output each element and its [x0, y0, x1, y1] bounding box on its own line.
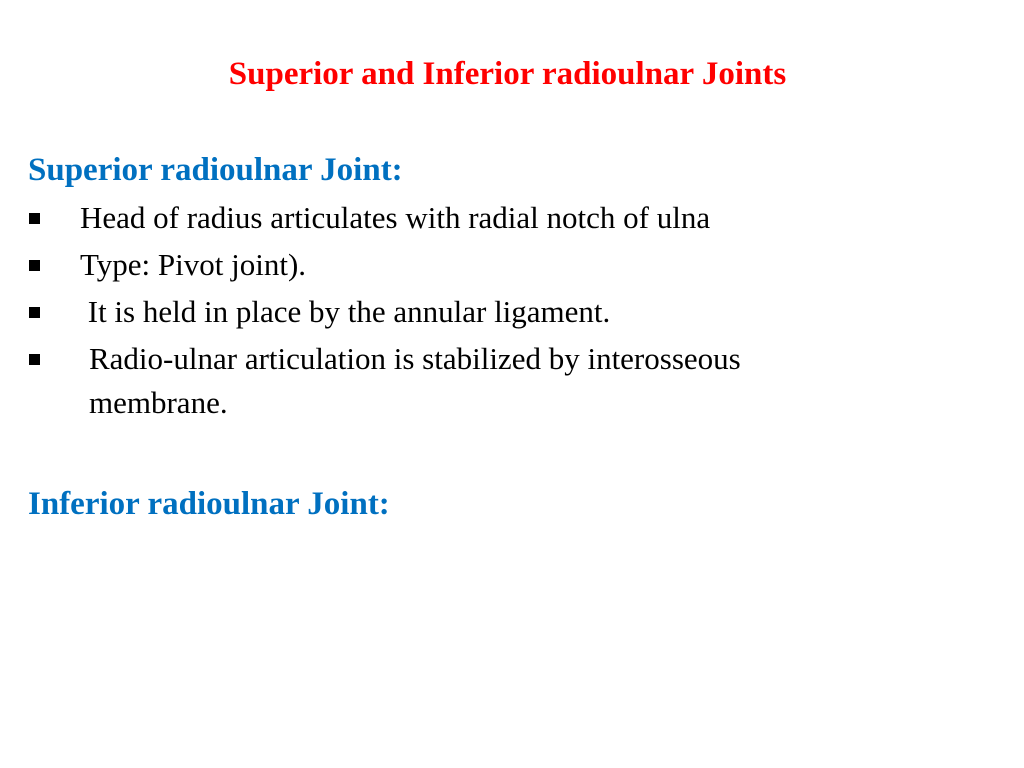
square-bullet-icon: [29, 213, 40, 224]
inferior-joint-heading: Inferior radioulnar Joint:: [28, 486, 390, 522]
bullet-text-line: membrane.: [89, 385, 228, 420]
slide-title: Superior and Inferior radioulnar Joints: [228, 56, 787, 92]
bullet-text: Type: Pivot joint).: [80, 247, 307, 282]
bullet-text: It is held in place by the annular ligament.: [80, 294, 611, 329]
bullet-text: [89, 337, 741, 425]
square-bullet-icon: [29, 354, 40, 365]
list-item: [0, 243, 1024, 290]
bullet-text: Head of radius articulates with radial notch of ulna: [80, 200, 711, 235]
superior-joint-bullet-list: [0, 196, 1024, 431]
list-item: [0, 196, 1024, 243]
list-item: [0, 337, 1024, 431]
square-bullet-icon: [29, 307, 40, 318]
superior-joint-heading: Superior radioulnar Joint:: [28, 152, 403, 188]
square-bullet-icon: [29, 260, 40, 271]
list-item: [0, 290, 1024, 337]
bullet-text-line: Radio-ulnar articulation is stabilized by interosseous: [89, 341, 741, 376]
